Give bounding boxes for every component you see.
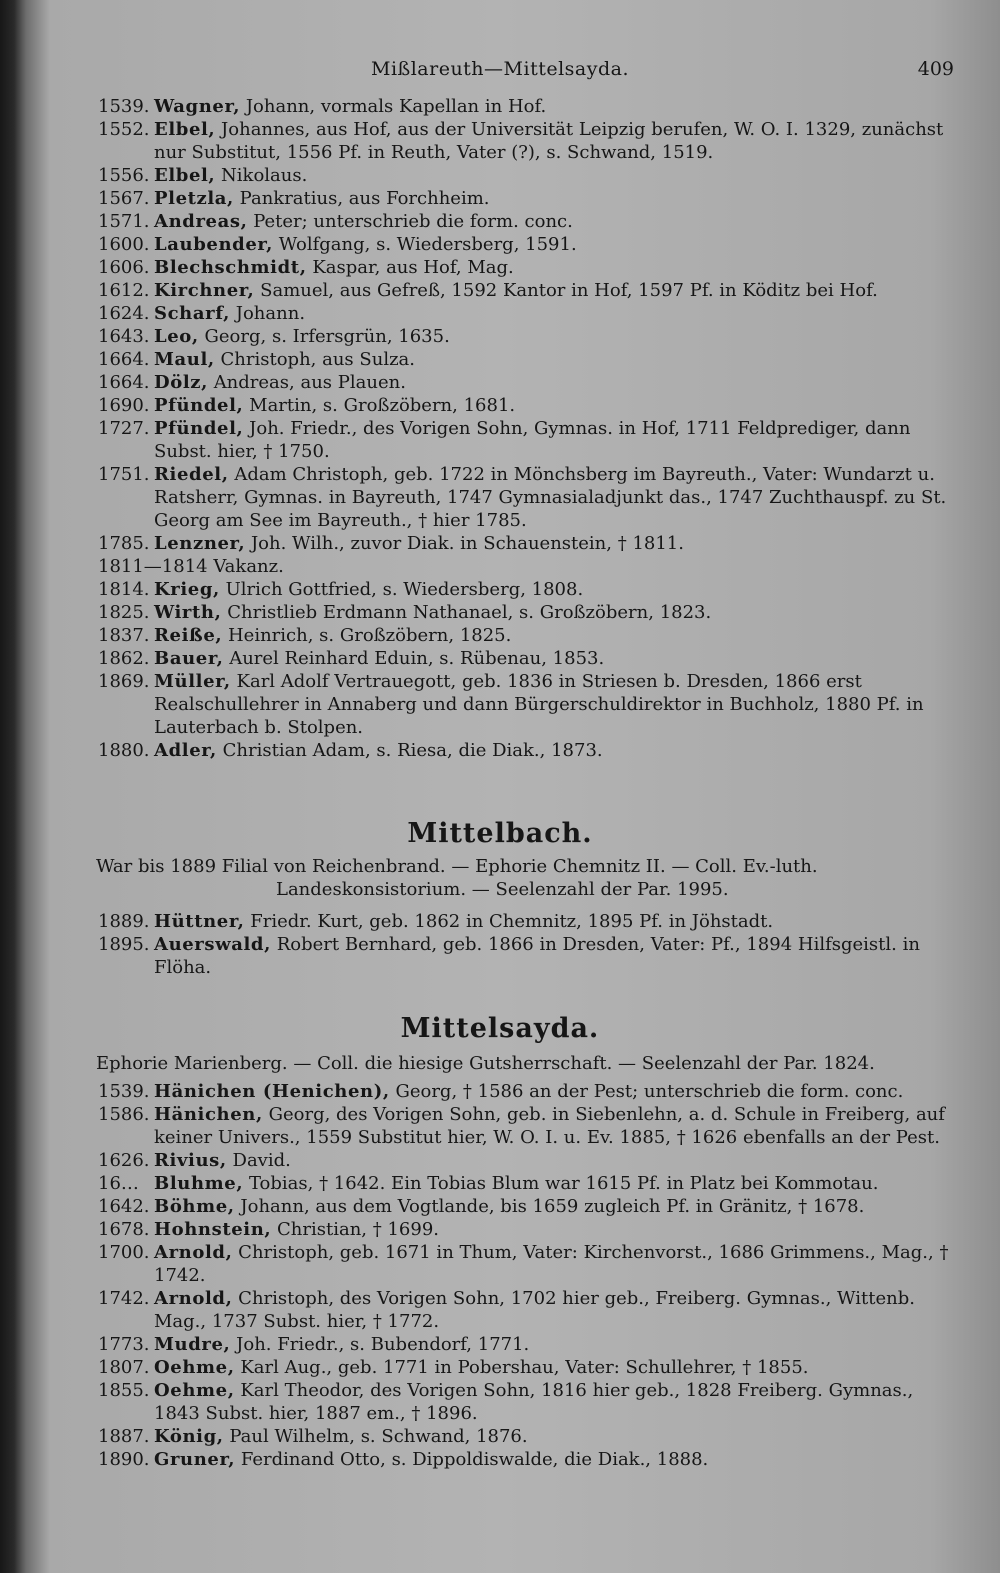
entry-text: Karl Adolf Vertrauegott, geb. 1836 in Striesen b. Dresden, 1866 erst Realschullehrer in Annaberg und dann Bürgerschuldirektor in Buchholz, 1880 Pf. in Lauterbach b. Stolpen. [154, 671, 924, 738]
page-number: 409 [917, 58, 954, 80]
list-item [98, 279, 958, 302]
entry-name: Pfündel, [154, 418, 244, 439]
entry-year: 1643. [98, 326, 150, 347]
list-item [98, 1448, 958, 1471]
entry-text: Friedr. Kurt, geb. 1862 in Chemnitz, 1895 Pf. in Jöhstadt. [250, 911, 774, 932]
list-item [98, 1425, 958, 1448]
entry-year: 1887. [98, 1426, 150, 1447]
list-item [98, 95, 958, 118]
entry-name: Wagner, [154, 96, 241, 117]
entry-year: 1880. [98, 740, 150, 761]
list-item [98, 670, 958, 739]
list-item [98, 1103, 958, 1149]
entry-list-mittelbach [98, 910, 958, 979]
entry-name: Auerswald, [154, 934, 271, 955]
list-item [98, 1333, 958, 1356]
list-item [98, 371, 958, 394]
entry-text: Wolfgang, s. Wiedersberg, 1591. [278, 234, 577, 255]
entry-name: Hänichen (Henichen), [154, 1081, 390, 1102]
list-item [98, 210, 958, 233]
entry-year: 1785. [98, 533, 150, 554]
list-item [98, 1195, 958, 1218]
list-item [98, 118, 958, 164]
entry-year: 1624. [98, 303, 150, 324]
entry-name: Elbel, [154, 119, 216, 140]
entry-year: 1825. [98, 602, 150, 623]
list-item [98, 233, 958, 256]
entry-name: Oehme, [154, 1380, 235, 1401]
entry-name: Arnold, [154, 1288, 233, 1309]
section-title-mittelsayda: Mittelsayda. [400, 1013, 600, 1044]
list-item [98, 325, 958, 348]
entry-name: Rivius, [154, 1150, 227, 1171]
entry-name: König, [154, 1426, 224, 1447]
entry-text: Kaspar, aus Hof, Mag. [312, 257, 514, 278]
list-item [98, 1379, 958, 1425]
entry-list-mittelsayda [98, 1080, 958, 1471]
entry-text: Robert Bernhard, geb. 1866 in Dresden, Vater: Pf., 1894 Hilfsgeistl. in Flöha. [154, 934, 920, 978]
list-item [98, 933, 958, 979]
entry-name: Adler, [154, 740, 217, 761]
entry-text: Christoph, des Vorigen Sohn, 1702 hier geb., Freiberg. Gymnas., Wittenb. Mag., 1737 Subst. hier, † 1772. [154, 1288, 915, 1332]
list-item [98, 1287, 958, 1333]
entry-text: Ferdinand Otto, s. Dippoldiswalde, die Diak., 1888. [240, 1449, 709, 1470]
list-item [98, 601, 958, 624]
entry-text: Joh. Wilh., zuvor Diak. in Schauenstein, † 1811. [250, 533, 684, 554]
entry-year: 1586. [98, 1104, 150, 1125]
entry-year: 1539. [98, 1081, 150, 1102]
entry-name: Wirth, [154, 602, 222, 623]
entry-name: Scharf, [154, 303, 231, 324]
list-item [98, 1241, 958, 1287]
list-item [98, 1356, 958, 1379]
entry-name: Müller, [154, 671, 231, 692]
entry-text: Karl Aug., geb. 1771 in Pobershau, Vater: Schullehrer, † 1855. [240, 1357, 809, 1378]
entry-text: Johann. [235, 303, 306, 324]
entry-text: Peter; unterschrieb die form. conc. [253, 211, 573, 232]
entry-name: Bluhme, [154, 1173, 244, 1194]
entry-name: Elbel, [154, 165, 216, 186]
entry-list-top [98, 95, 958, 762]
entry-text: Georg, † 1586 an der Pest; unterschrieb die form. conc. [395, 1081, 904, 1102]
entry-name: Kirchner, [154, 280, 255, 301]
entry-text: Johannes, aus Hof, aus der Universität Leipzig berufen, W. O. I. 1329, zunächst nur Substitut, 1556 Pf. in Reuth, Vater (?), s. Schwand, 1519. [154, 119, 944, 163]
entry-year: 16… [98, 1173, 139, 1194]
entry-year: 1862. [98, 648, 150, 669]
list-item [98, 187, 958, 210]
list-item [98, 555, 958, 578]
entry-name: Dölz, [154, 372, 208, 393]
entry-year: 1890. [98, 1449, 150, 1470]
running-title: Mißlareuth—Mittelsayda. [370, 58, 630, 80]
entry-year: 1664. [98, 372, 150, 393]
entry-year: 1690. [98, 395, 150, 416]
entry-year: 1742. [98, 1288, 150, 1309]
entry-text: Adam Christoph, geb. 1722 in Mönchsberg im Bayreuth., Vater: Wundarzt u. Ratsherr, Gymnas. in Bayreuth, 1747 Gymnasialadjunkt das., 1747 Zuchthauspf. zu St. Georg am See im Bayreuth., † hier 1785. [154, 464, 947, 531]
entry-text: Georg, des Vorigen Sohn, geb. in Siebenlehn, a. d. Schule in Freiberg, auf keiner Univers., 1559 Substitut hier, W. O. I. u. Ev. 1885, † 1626 ebenfalls an der Pest. [154, 1104, 945, 1148]
list-item [98, 624, 958, 647]
entry-name: Reiße, [154, 625, 223, 646]
entry-text: Georg, s. Irfersgrün, 1635. [204, 326, 450, 347]
entry-year: 1751. [98, 464, 150, 485]
list-item [98, 417, 958, 463]
entry-name: Hohnstein, [154, 1219, 272, 1240]
entry-text: 1811—1814 Vakanz. [98, 556, 284, 577]
entry-year: 1567. [98, 188, 150, 209]
list-item [98, 532, 958, 555]
entry-text: Martin, s. Großzöbern, 1681. [249, 395, 516, 416]
entry-text: Christian, † 1699. [277, 1219, 439, 1240]
entry-name: Oehme, [154, 1357, 235, 1378]
entry-text: Samuel, aus Gefreß, 1592 Kantor in Hof, 1597 Pf. in Köditz bei Hof. [260, 280, 878, 301]
entry-text: Johann, vormals Kapellan in Hof. [245, 96, 547, 117]
entry-name: Blechschmidt, [154, 257, 307, 278]
entry-year: 1700. [98, 1242, 150, 1263]
entry-year: 1556. [98, 165, 150, 186]
entry-year: 1678. [98, 1219, 150, 1240]
list-item [98, 394, 958, 417]
entry-text: Joh. Friedr., s. Bubendorf, 1771. [236, 1334, 530, 1355]
entry-text: Christian Adam, s. Riesa, die Diak., 1873. [222, 740, 603, 761]
list-item [98, 647, 958, 670]
entry-name: Böhme, [154, 1196, 235, 1217]
entry-text: Christoph, geb. 1671 in Thum, Vater: Kirchenvorst., 1686 Grimmens., Mag., † 1742. [154, 1242, 949, 1286]
list-item [98, 164, 958, 187]
entry-text: Andreas, aus Plauen. [213, 372, 406, 393]
intro-line: War bis 1889 Filial von Reichenbrand. — Ephorie Chemnitz II. — Coll. Ev.-luth. [96, 856, 818, 877]
entry-name: Hänichen, [154, 1104, 263, 1125]
entry-name: Leo, [154, 326, 199, 347]
list-item [98, 1218, 958, 1241]
entry-name: Krieg, [154, 579, 220, 600]
entry-year: 1606. [98, 257, 150, 278]
entry-name: Pfündel, [154, 395, 244, 416]
entry-name: Riedel, [154, 464, 229, 485]
entry-name: Maul, [154, 349, 215, 370]
list-item [98, 256, 958, 279]
entry-year: 1773. [98, 1334, 150, 1355]
entry-year: 1552. [98, 119, 150, 140]
section-intro-mittelbach [96, 855, 956, 901]
entry-year: 1642. [98, 1196, 150, 1217]
entry-text: Johann, aus dem Vogtlande, bis 1659 zugleich Pf. in Gränitz, † 1678. [240, 1196, 865, 1217]
entry-year: 1895. [98, 934, 150, 955]
entry-name: Gruner, [154, 1449, 236, 1470]
entry-text: Christlieb Erdmann Nathanael, s. Großzöbern, 1823. [227, 602, 712, 623]
list-item [98, 348, 958, 371]
list-item [98, 1149, 958, 1172]
entry-name: Pletzla, [154, 188, 234, 209]
entry-year: 1664. [98, 349, 150, 370]
list-item [98, 910, 958, 933]
entry-text: Tobias, † 1642. Ein Tobias Blum war 1615 Pf. in Platz bei Kommotau. [248, 1173, 879, 1194]
entry-name: Arnold, [154, 1242, 233, 1263]
entry-year: 1626. [98, 1150, 150, 1171]
entry-text: Pankratius, aus Forchheim. [239, 188, 490, 209]
entry-year: 1600. [98, 234, 150, 255]
entry-year: 1869. [98, 671, 150, 692]
entry-name: Laubender, [154, 234, 274, 255]
entry-text: Aurel Reinhard Eduin, s. Rübenau, 1853. [229, 648, 605, 669]
list-item [98, 1080, 958, 1103]
entry-year: 1539. [98, 96, 150, 117]
entry-text: Ulrich Gottfried, s. Wiedersberg, 1808. [225, 579, 584, 600]
entry-year: 1612. [98, 280, 150, 301]
entry-name: Mudre, [154, 1334, 231, 1355]
entry-year: 1814. [98, 579, 150, 600]
entry-text: Christoph, aus Sulza. [220, 349, 416, 370]
entry-name: Andreas, [154, 211, 248, 232]
list-item [98, 463, 958, 532]
entry-text: David. [232, 1150, 291, 1171]
entry-name: Hüttner, [154, 911, 245, 932]
entry-name: Lenzner, [154, 533, 246, 554]
entry-name: Bauer, [154, 648, 224, 669]
entry-year: 1889. [98, 911, 150, 932]
entry-text: Joh. Friedr., des Vorigen Sohn, Gymnas. in Hof, 1711 Feldprediger, dann Subst. hier, † 1750. [154, 418, 911, 462]
list-item [98, 739, 958, 762]
section-intro-mittelsayda: Ephorie Marienberg. — Coll. die hiesige Gutsherrschaft. — Seelenzahl der Par. 1824. [96, 1053, 875, 1074]
entry-year: 1727. [98, 418, 150, 439]
entry-year: 1855. [98, 1380, 150, 1401]
entry-text: Nikolaus. [221, 165, 308, 186]
list-item [98, 578, 958, 601]
section-title-mittelbach: Mittelbach. [407, 818, 593, 849]
entry-year: 1807. [98, 1357, 150, 1378]
entry-text: Paul Wilhelm, s. Schwand, 1876. [229, 1426, 528, 1447]
entry-year: 1837. [98, 625, 150, 646]
list-item [98, 1172, 958, 1195]
intro-line: Landeskonsistorium. — Seelenzahl der Par. 1995. [276, 879, 729, 900]
list-item [98, 302, 958, 325]
entry-text: Karl Theodor, des Vorigen Sohn, 1816 hier geb., 1828 Freiberg. Gymnas., 1843 Subst. hier, 1887 em., † 1896. [154, 1380, 914, 1424]
entry-year: 1571. [98, 211, 150, 232]
entry-text: Heinrich, s. Großzöbern, 1825. [227, 625, 512, 646]
